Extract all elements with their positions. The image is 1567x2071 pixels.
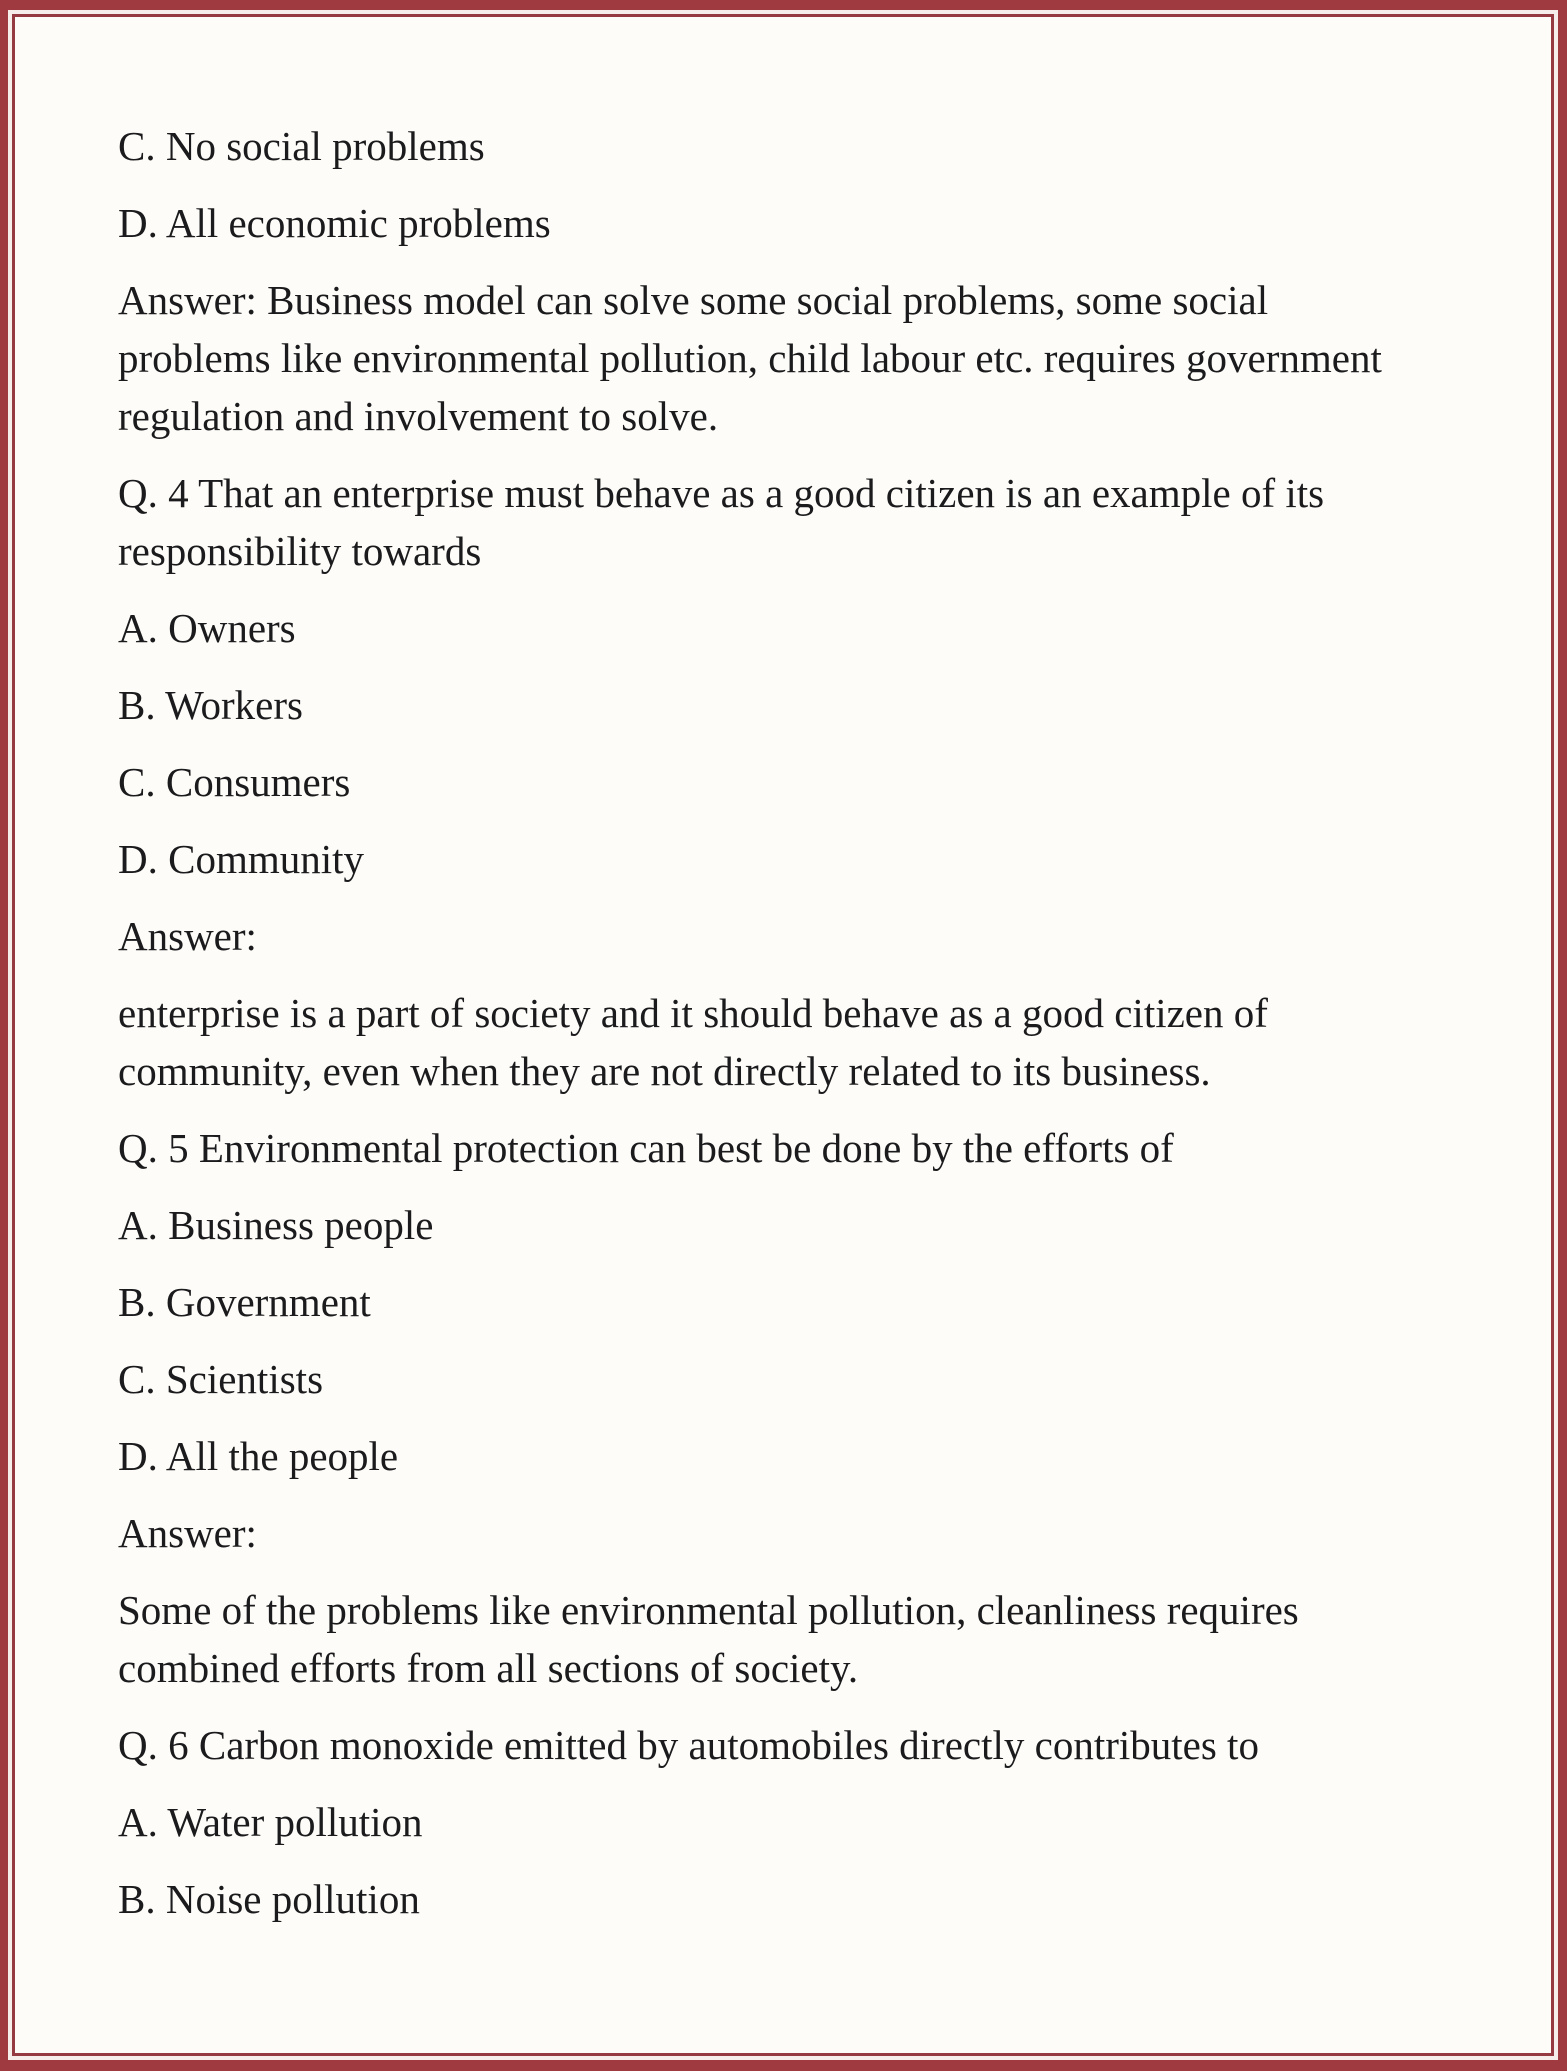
- q6-question: Q. 6 Carbon monoxide emitted by automobiles directly contributes to: [118, 1722, 1259, 1768]
- q4-option-a: A. Owners: [118, 605, 296, 651]
- q5-option-d: D. All the people: [118, 1433, 399, 1479]
- q6-option-b: B. Noise pollution: [118, 1876, 420, 1922]
- q6-option-a: A. Water pollution: [118, 1799, 423, 1845]
- q5-answer-text: Some of the problems like environmental pollution, cleanliness requires combined efforts from all sections of society.: [118, 1587, 1299, 1691]
- q5-question: Q. 5 Environmental protection can best be done by the efforts of: [118, 1125, 1174, 1171]
- q4-answer-text: enterprise is a part of society and it should behave as a good citizen of community, even when they are not directly related to its business.: [118, 990, 1268, 1094]
- q4-answer-label: Answer:: [118, 913, 257, 959]
- q3-answer: Answer: Business model can solve some social problems, some social problems like environmental pollution, child labour etc. requires government regulation and involvement to solve.: [118, 277, 1382, 439]
- document-page: [12, 14, 1554, 2056]
- q4-option-c: C. Consumers: [118, 759, 351, 805]
- q5-option-c: C. Scientists: [118, 1356, 324, 1402]
- q3-option-c: C. No social problems: [118, 123, 485, 169]
- q4-question: Q. 4 That an enterprise must behave as a good citizen is an example of its responsibility towards: [118, 470, 1325, 574]
- q5-option-a: A. Business people: [118, 1202, 434, 1248]
- q5-option-b: B. Government: [118, 1279, 371, 1325]
- q4-option-d: D. Community: [118, 836, 365, 882]
- q3-option-d: D. All economic problems: [118, 200, 551, 246]
- q5-answer-label: Answer:: [118, 1510, 257, 1556]
- page-border-gap: [8, 10, 1558, 2060]
- q4-option-b: B. Workers: [118, 682, 303, 728]
